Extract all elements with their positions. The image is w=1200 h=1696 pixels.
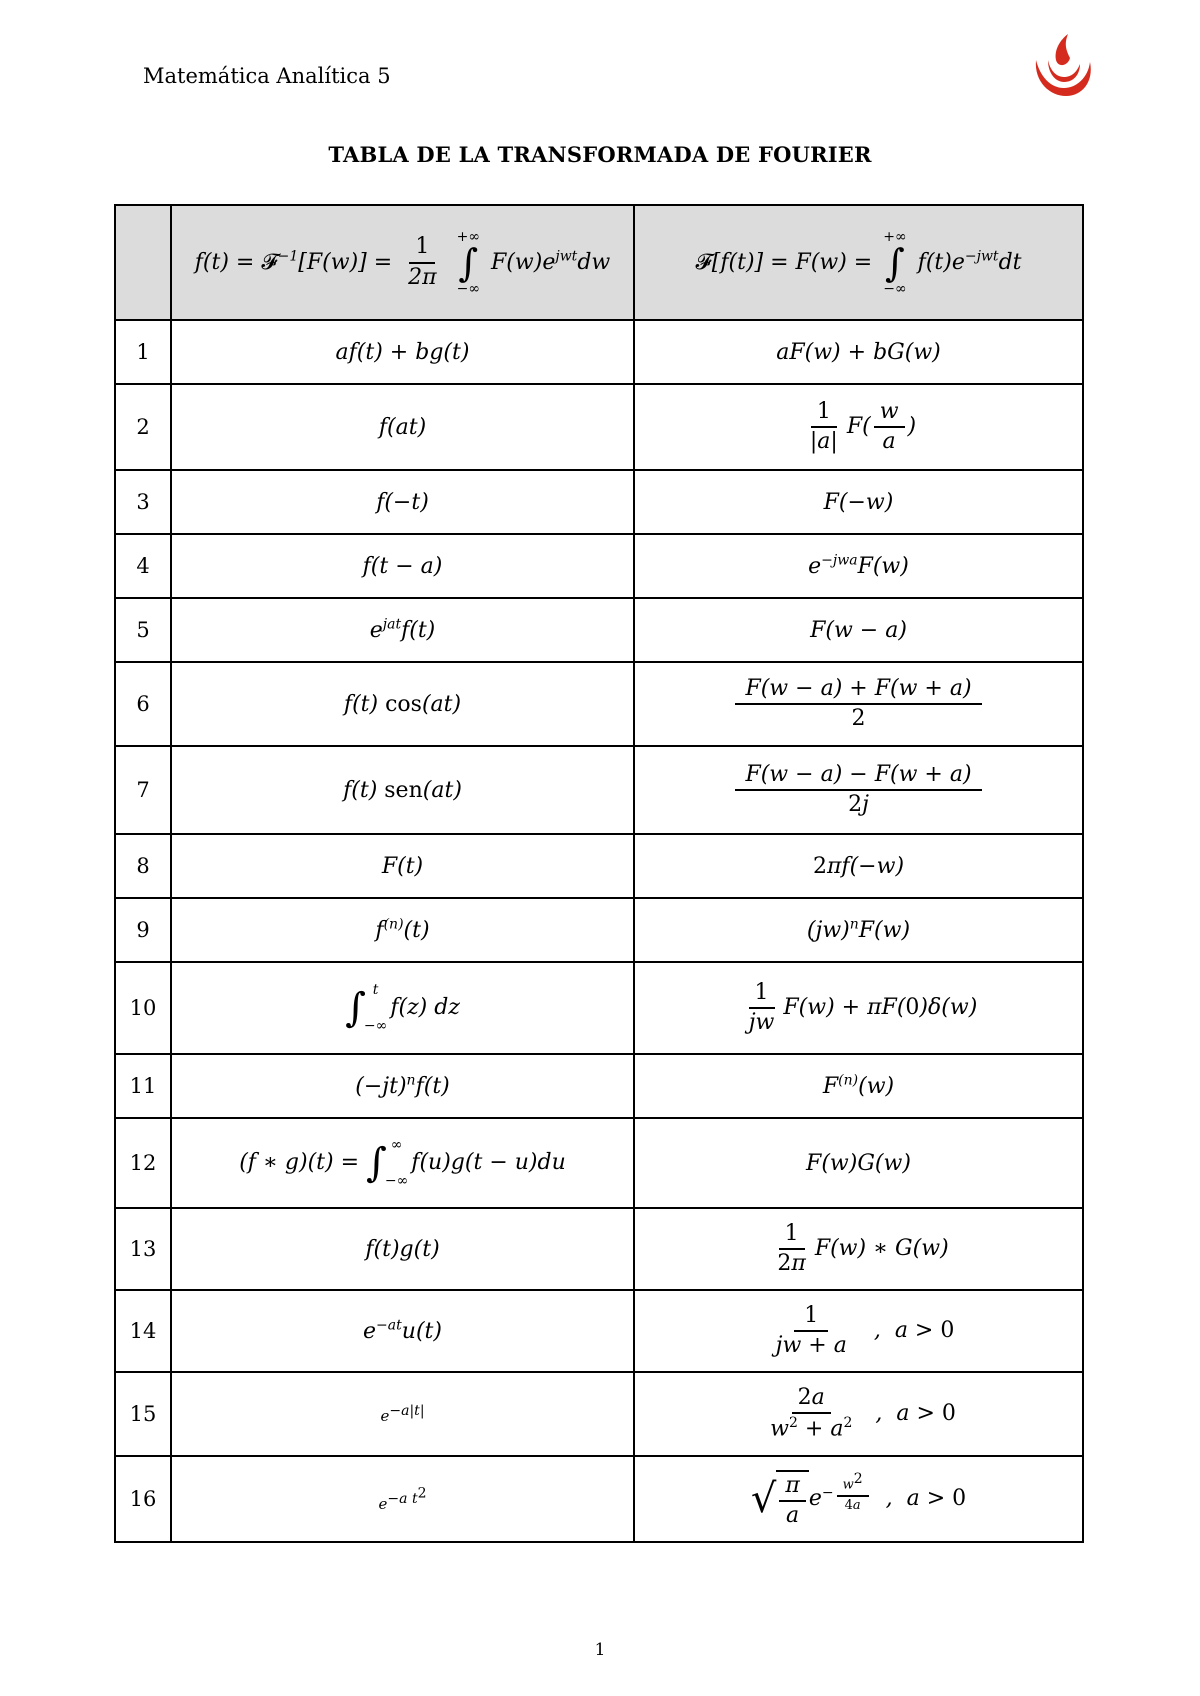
row-number: 4	[115, 534, 171, 598]
table-row	[115, 746, 1083, 834]
fourier-table	[114, 204, 1084, 1543]
function-cell: af(t) + bg(t)	[171, 320, 634, 384]
header-empty-cell	[115, 205, 171, 320]
row-number: 8	[115, 834, 171, 898]
row-number: 2	[115, 384, 171, 470]
transform-cell: 2πf(−w)	[634, 834, 1083, 898]
table-row	[115, 662, 1083, 746]
row-number: 9	[115, 898, 171, 962]
row-number: 14	[115, 1290, 171, 1372]
function-cell: ∫ t −∞ f(z) dz	[171, 962, 634, 1054]
table-row	[115, 1456, 1083, 1542]
table-row	[115, 1054, 1083, 1118]
row-number: 15	[115, 1372, 171, 1456]
table-row	[115, 384, 1083, 470]
row-number: 12	[115, 1118, 171, 1208]
table-row	[115, 320, 1083, 384]
function-cell: $(-jt)^nf(t)$	[171, 1054, 634, 1118]
transform-cell: $\frac{2a}{w^2 + a^2}$ , a > 0	[634, 1372, 1083, 1456]
function-cell: f(t) cos(at)	[171, 662, 634, 746]
document-title: TABLA DE LA TRANSFORMADA DE FOURIER	[328, 142, 872, 167]
table-row	[115, 834, 1083, 898]
table-row	[115, 598, 1083, 662]
university-logo	[1028, 30, 1098, 100]
transform-cell: F(w − a)	[634, 598, 1083, 662]
row-number: 6	[115, 662, 171, 746]
course-title: Matemática Analítica 5	[143, 64, 391, 88]
transform-cell: $\frac{1}{jw}$ F(w) + πF(0)δ(w)	[634, 962, 1083, 1054]
row-number: 16	[115, 1456, 171, 1542]
table-row	[115, 1208, 1083, 1290]
function-cell: f(t − a)	[171, 534, 634, 598]
transform-cell: $F^{(n)}(w)$	[634, 1054, 1083, 1118]
row-number: 3	[115, 470, 171, 534]
function-cell: $f^{(n)}(t)$	[171, 898, 634, 962]
function-cell: f(at)	[171, 384, 634, 470]
function-cell: $e^{-a t^2}$	[171, 1456, 634, 1542]
transform-cell: $e^{-jwa}F(w)$	[634, 534, 1083, 598]
function-cell: f(−t)	[171, 470, 634, 534]
table-row	[115, 898, 1083, 962]
transform-cell: $\frac{1}{|a|}$ F( $\frac{w}{a}$ )	[634, 384, 1083, 470]
function-cell: F(t)	[171, 834, 634, 898]
function-cell: $e^{jat}f(t)$	[171, 598, 634, 662]
function-cell: $e^{-a|t|}$	[171, 1372, 634, 1456]
table-row	[115, 470, 1083, 534]
row-number: 5	[115, 598, 171, 662]
transform-cell: $\frac{F(w - a) + F(w + a)}{2}$	[634, 662, 1083, 746]
transform-cell: F(−w)	[634, 470, 1083, 534]
header-forward-transform: 𝓕[f(t)] = F(w) = +∞ ∫ −∞ $f(t)e^{-jwt}dt$	[634, 205, 1083, 320]
transform-cell: F(w)G(w)	[634, 1118, 1083, 1208]
function-cell: f(t) sen(at)	[171, 746, 634, 834]
transform-cell: $\frac{F(w - a) - F(w + a)}{2j}$	[634, 746, 1083, 834]
transform-cell: $\frac{1}{jw + a}$ , a > 0	[634, 1290, 1083, 1372]
row-number: 13	[115, 1208, 171, 1290]
row-number: 7	[115, 746, 171, 834]
function-cell: $e^{-at}u(t)$	[171, 1290, 634, 1372]
page-number: 1	[594, 1640, 606, 1660]
table-row	[115, 534, 1083, 598]
transform-cell: $\frac{1}{2\pi}$ F(w) ∗ G(w)	[634, 1208, 1083, 1290]
table-row	[115, 1118, 1083, 1208]
header-inverse-transform: f(t) = 𝓕$^{-1}$[F(w)] = $\frac{1}{2\pi}$ +∞ ∫ −∞ $F(w)e^{jwt}dw$	[171, 205, 634, 320]
function-cell: (f ∗ g)(t) = ∫ ∞ −∞ f(u)g(t − u)du	[171, 1118, 634, 1208]
table-row	[115, 1372, 1083, 1456]
transform-cell: aF(w) + bG(w)	[634, 320, 1083, 384]
row-number: 10	[115, 962, 171, 1054]
table-row	[115, 1290, 1083, 1372]
transform-cell: √ $\frac{\pi}{a}$ $e^{- \frac{w^2}{4a}}$ , a > 0	[634, 1456, 1083, 1542]
function-cell: f(t)g(t)	[171, 1208, 634, 1290]
table-header-row	[115, 205, 1083, 320]
transform-cell: (jw)$^n$F(w)	[634, 898, 1083, 962]
row-number: 1	[115, 320, 171, 384]
row-number: 11	[115, 1054, 171, 1118]
table-row	[115, 962, 1083, 1054]
